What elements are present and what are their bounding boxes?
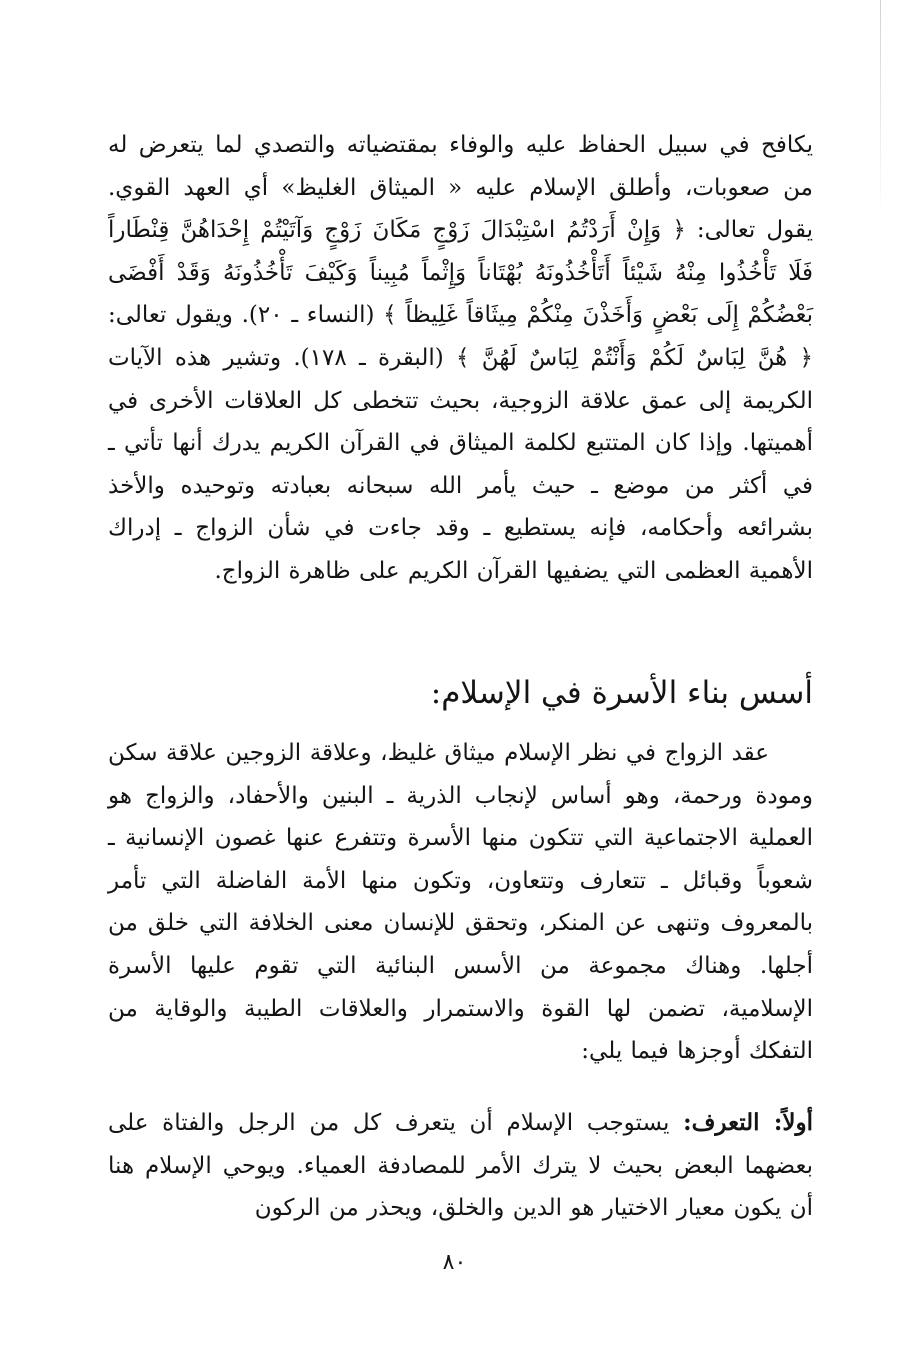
page-number: ٨٠ xyxy=(442,1250,467,1275)
point-one-text: يستوجب الإسلام أن يتعرف كل من الرجل والفتاة على بعضهما البعض بحيث لا يترك الأمر للمصادفة العمياء. ويوحي الإسلام هنا أن يكون معيار الاختيار هو الدين والخلق، ويحذر من الركون xyxy=(108,1110,813,1222)
point-one-label: أولاً: التعرف: xyxy=(683,1109,813,1136)
section-heading: أسس بناء الأسرة في الإسلام: xyxy=(430,675,813,711)
intro-paragraph: يكافح في سبيل الحفاظ عليه والوفاء بمقتضياته والتصدي لما يتعرض له من صعوبات، وأطلق الإسلام عليه « الميثاق الغليظ» أي العهد القوي. يقول تعالى: ﴿ وَإِنْ أَرَدْتُمُ اسْتِبْدَالَ زَوْجٍ مَكَانَ زَوْجٍ وَآتَيْتُمْ إِحْدَاهُنَّ قِنْطَاراً فَلَا تَأْخُذُوا مِنْهُ شَيْئاً أَتَأْخُذُونَهُ بُهْتَاناً وَإِثْماً مُبِيناً وَكَيْفَ تَأْخُذُونَهُ وَقَدْ أَفْضَى بَعْضُكُمْ إِلَى بَعْضٍ وَأَخَذْنَ مِنْكُمْ مِيثَاقاً غَلِيظاً ﴾ (النساء ـ ٢٠). ويقول تعالى: ﴿ هُنَّ لِبَاسٌ لَكُمْ وَأَنْتُمْ لِبَاسٌ لَهُنَّ ﴾ (البقرة ـ ١٧٨). وتشير هذه الآيات الكريمة إلى عمق علاقة الزوجية، بحيث تتخطى كل العلاقات الأخرى في أهميتها. وإذا كان المتتبع لكلمة الميثاق في القرآن الكريم يدرك أنها تأتي ـ في أكثر من موضع ـ حيث يأمر الله سبحانه بعبادته وتوحيده والأخذ بشرائعه وأحكامه، فإنه يستطيع ـ وقد جاءت في شأن الزواج ـ إدراك الأهمية العظمى التي يضفيها القرآن الكريم على ظاهرة الزواج. xyxy=(108,132,814,584)
section-body-paragraph: عقد الزواج في نظر الإسلام ميثاق غليظ، وعلاقة الزوجين علاقة سكن ومودة ورحمة، وهو أساس لإنجاب الذرية ـ البنين والأحفاد، والزواج هو العملية الاجتماعية التي تتكون منها الأسرة وتتفرع عنها غصون الإنسانية ـ شعوباً وقبائل ـ تتعارف وتتعاون، وتكون منها الأمة الفاضلة التي تأمر بالمعروف وتنهى عن المنكر، وتحقق للإنسان معنى الخلافة التي خلق من أجلها. وهناك مجموعة من الأسس البنائية التي تقوم عليها الأسرة الإسلامية، تضمن لها القوة والاستمرار والعلاقات الطيبة والوقاية من التفكك أوجزها فيما يلي: xyxy=(108,740,813,1065)
point-one-paragraph xyxy=(108,1102,813,1230)
section-body-block xyxy=(108,732,813,1073)
intro-paragraph-block xyxy=(108,124,813,593)
point-one-block xyxy=(108,1102,813,1230)
scan-edge-line xyxy=(880,0,881,220)
